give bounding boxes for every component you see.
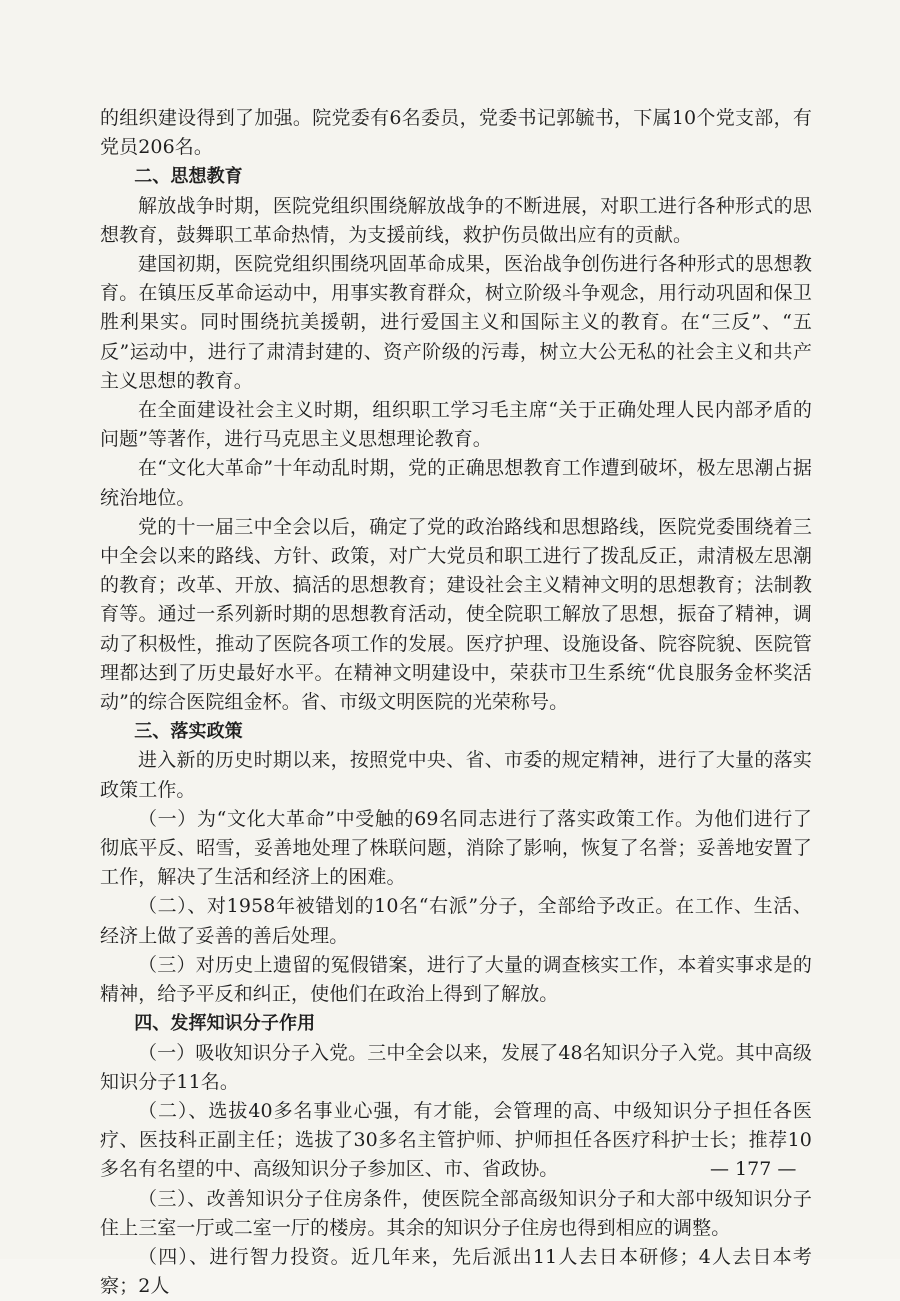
section-heading-policy: 三、落实政策 [134, 721, 243, 743]
paragraph: 在全面建设社会主义时期，组织职工学习毛主席“关于正确处理人民内部矛盾的问题”等著作，进行马克思主义思想理论教育。 [100, 399, 812, 451]
paragraph: （二）、对1958年被错划的10名“右派”分子，全部给予改正。在工作、生活、经济上做了妥善的善后处理。 [100, 895, 812, 947]
paragraph: 建国初期，医院党组织围绕巩固革命成果，医治战争创伤进行各种形式的思想教育。在镇压反革命运动中，用事实教育群众，树立阶级斗争观念，用行动巩固和保卫胜利果实。同时围绕抗美援朝，进行爱国主义和国际主义的教育。在“三反”、“五反”运动中，进行了肃清封建的、资产阶级的污毒，树立大公无私的社会主义和共产主义思想的教育。 [100, 253, 812, 392]
paragraph: （一）为“文化大革命”中受触的69名同志进行了落实政策工作。为他们进行了彻底平反、昭雪，妥善地处理了株联问题，消除了影响，恢复了名誉；妥善地安置了工作，解决了生活和经济上的困难。 [100, 807, 812, 889]
page-number: — 177 — [710, 1158, 797, 1180]
paragraph: （一）吸收知识分子入党。三中全会以来，发展了48名知识分子入党。其中高级知识分子11名。 [100, 1041, 812, 1093]
section-heading-thought-education: 二、思想教育 [134, 166, 243, 188]
paragraph-continuation: 的组织建设得到了加强。院党委有6名委员，党委书记郭毓书，下属10个党支部，有党员206名。 [100, 107, 812, 159]
section-heading-intellectuals: 四、发挥知识分子作用 [134, 1013, 316, 1035]
paragraph: 解放战争时期，医院党组织围绕解放战争的不断进展，对职工进行各种形式的思想教育，鼓舞职工革命热情，为支援前线，救护伤员做出应有的贡献。 [100, 194, 812, 246]
page-body [100, 104, 812, 1301]
paragraph: 进入新的历史时期以来，按照党中央、省、市委的规定精神，进行了大量的落实政策工作。 [100, 749, 812, 801]
paragraph: 党的十一届三中全会以后，确定了党的政治路线和思想路线，医院党委围绕着三中全会以来的路线、方针、政策，对广大党员和职工进行了拨乱反正，肃清极左思潮的教育；改革、开放、搞活的思想教育；建设社会主义精神文明的思想教育；法制教育等。通过一系列新时期的思想教育活动，使全院职工解放了思想，振奋了精神，调动了积极性，推动了医院各项工作的发展。医疗护理、设施设备、院容院貌、医院管理都达到了历史最好水平。在精神文明建设中，荣获市卫生系统“优良服务金杯奖活动”的综合医院组金杯。省、市级文明医院的光荣称号。 [100, 515, 812, 714]
paragraph: （四）、进行智力投资。近几年来，先后派出11人去日本研修；4人去日本考察；2人 [100, 1245, 812, 1298]
paragraph: （三）、改善知识分子住房条件，使医院全部高级知识分子和大部中级知识分子住上三室一厅或二室一厅的楼房。其余的知识分子住房也得到相应的调整。 [100, 1187, 812, 1239]
paragraph: （三）对历史上遗留的冤假错案，进行了大量的调查核实工作，本着实事求是的精神，给予平反和纠正，使他们在政治上得到了解放。 [100, 953, 812, 1006]
paragraph: （二）、选拔40多名事业心强，有才能，会管理的高、中级知识分子担任各医疗、医技科正副主任；选拔了30多名主管护师、护师担任各医疗科护士长；推荐10多名有名望的中、高级知识分子参加区、市、省政协。 [100, 1099, 812, 1181]
paragraph: 在“文化大革命”十年动乱时期，党的正确思想教育工作遭到破坏，极左思潮占据统治地位。 [100, 457, 812, 509]
